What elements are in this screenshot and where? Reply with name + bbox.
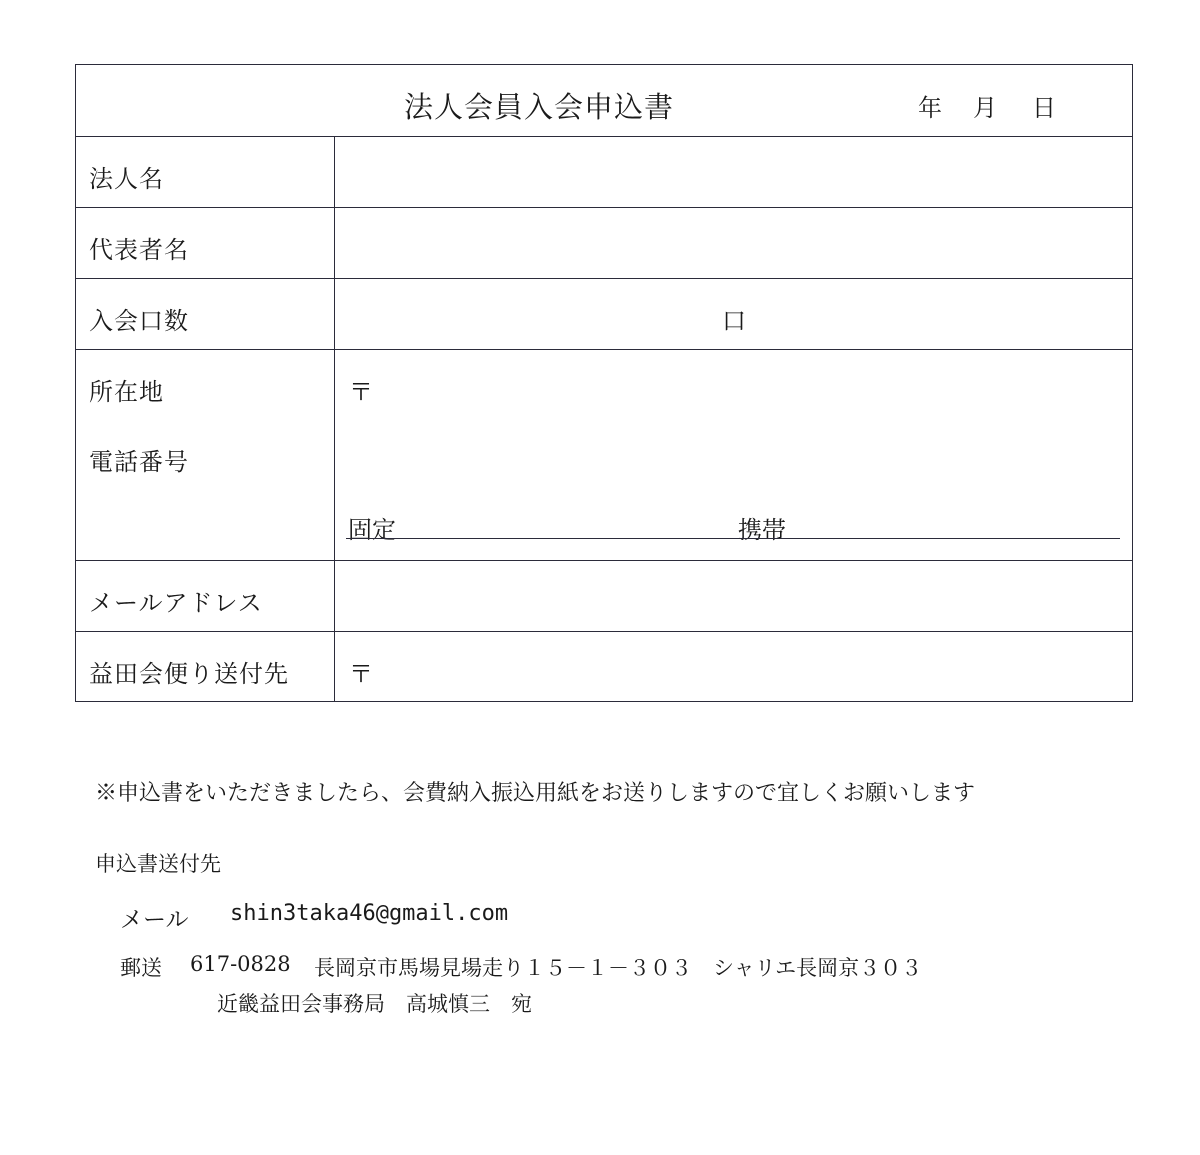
newsletter-label-cell	[76, 632, 335, 701]
address-phone-row	[76, 349, 1132, 560]
send-to-heading: 申込書送付先	[95, 852, 221, 876]
address-label: 所在地	[89, 378, 164, 406]
newsletter-postal-mark: 〒	[349, 660, 373, 688]
application-form-table	[75, 64, 1133, 702]
post-label: 郵送	[120, 956, 162, 980]
form-title: 法人会員入会申込書	[404, 90, 675, 124]
post-address: 長岡京市馬場見場走り１５－１－３０３ シャリエ長岡京３０３	[314, 956, 923, 980]
postal-mark: 〒	[349, 378, 373, 406]
title-row	[76, 65, 1132, 136]
units-row	[76, 278, 1132, 349]
mobile-label: 携帯	[738, 516, 786, 544]
representative-row	[76, 207, 1132, 278]
representative-label: 代表者名	[89, 236, 189, 264]
remark-text: ※申込書をいただきましたら、会費納入振込用紙をお送りしますので宜しくお願いします	[95, 781, 976, 806]
phone-underline	[346, 538, 1120, 539]
units-label: 入会口数	[89, 307, 189, 335]
units-suffix: 口	[722, 307, 746, 335]
address-label-cell	[76, 350, 335, 560]
mail-address: shin3taka46@gmail.com	[230, 901, 509, 926]
email-label: メールアドレス	[89, 589, 263, 617]
landline-label: 固定	[348, 516, 396, 544]
mail-label: メール	[120, 907, 189, 933]
post-code: 617-0828	[190, 952, 291, 976]
units-label-cell	[76, 279, 335, 349]
phone-label: 電話番号	[89, 448, 189, 476]
email-row	[76, 560, 1132, 631]
newsletter-label: 益田会便り送付先	[89, 660, 289, 688]
corp-name-label: 法人名	[89, 165, 164, 193]
post-recipient: 近畿益田会事務局 高城慎三 宛	[217, 992, 532, 1016]
newsletter-row	[76, 631, 1132, 701]
corp-name-label-cell	[76, 137, 335, 207]
date-year: 年	[918, 94, 942, 122]
representative-label-cell	[76, 208, 335, 278]
date-month: 月	[973, 94, 997, 122]
email-label-cell	[76, 561, 335, 631]
date-day: 日	[1032, 94, 1056, 122]
corp-name-row	[76, 136, 1132, 207]
